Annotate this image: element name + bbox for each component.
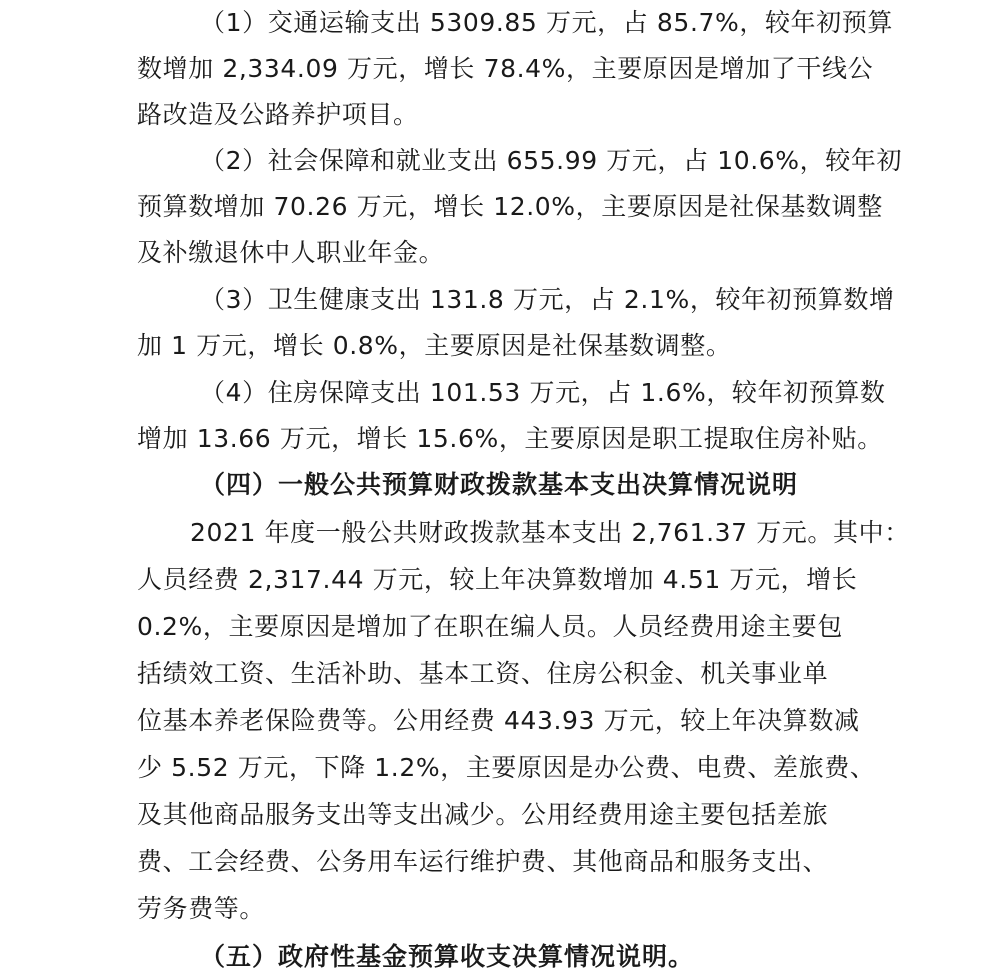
text-line: 劳务费等。 <box>137 894 266 923</box>
text-line: 费、工会经费、公务用车运行维护费、其他商品和服务支出、 <box>137 847 829 876</box>
text-line: 路改造及公路养护项目。 <box>137 100 419 129</box>
text-line: 2021 年度一般公共财政拨款基本支出 2,761.37 万元。其中： <box>190 518 910 547</box>
text-line: 位基本养老保险费等。公用经费 443.93 万元，较上年决算数减 <box>137 706 860 735</box>
text-line: 少 5.52 万元，下降 1.2%，主要原因是办公费、电费、差旅费、 <box>137 753 876 782</box>
text-line: 及其他商品服务支出等支出减少。公用经费用途主要包括差旅 <box>137 800 829 829</box>
text-line: 括绩效工资、生活补助、基本工资、住房公积金、机关事业单 <box>137 659 829 688</box>
text-line: 数增加 2,334.09 万元，增长 78.4%，主要原因是增加了干线公 <box>137 54 874 83</box>
text-line: 0.2%，主要原因是增加了在职在编人员。人员经费用途主要包 <box>137 612 843 641</box>
text-line: （4）住房保障支出 101.53 万元，占 1.6%，较年初预算数 <box>200 378 886 407</box>
section-heading: （四）一般公共预算财政拨款基本支出决算情况说明 <box>200 470 799 499</box>
text-line: 增加 13.66 万元，增长 15.6%，主要原因是职工提取住房补贴。 <box>137 424 883 453</box>
text-line: （1）交通运输支出 5309.85 万元，占 85.7%，较年初预算 <box>200 8 893 37</box>
text-line: 及补缴退休中人职业年金。 <box>137 238 445 267</box>
text-line: 预算数增加 70.26 万元，增长 12.0%，主要原因是社保基数调整 <box>137 192 883 221</box>
text-line: （3）卫生健康支出 131.8 万元，占 2.1%，较年初预算数增 <box>200 285 895 314</box>
section-heading: （五）政府性基金预算收支决算情况说明。 <box>200 942 695 971</box>
text-line: 人员经费 2,317.44 万元，较上年决算数增加 4.51 万元，增长 <box>137 565 858 594</box>
text-line: （2）社会保障和就业支出 655.99 万元，占 10.6%，较年初 <box>200 146 903 175</box>
text-line: 加 1 万元，增长 0.8%，主要原因是社保基数调整。 <box>137 331 732 360</box>
